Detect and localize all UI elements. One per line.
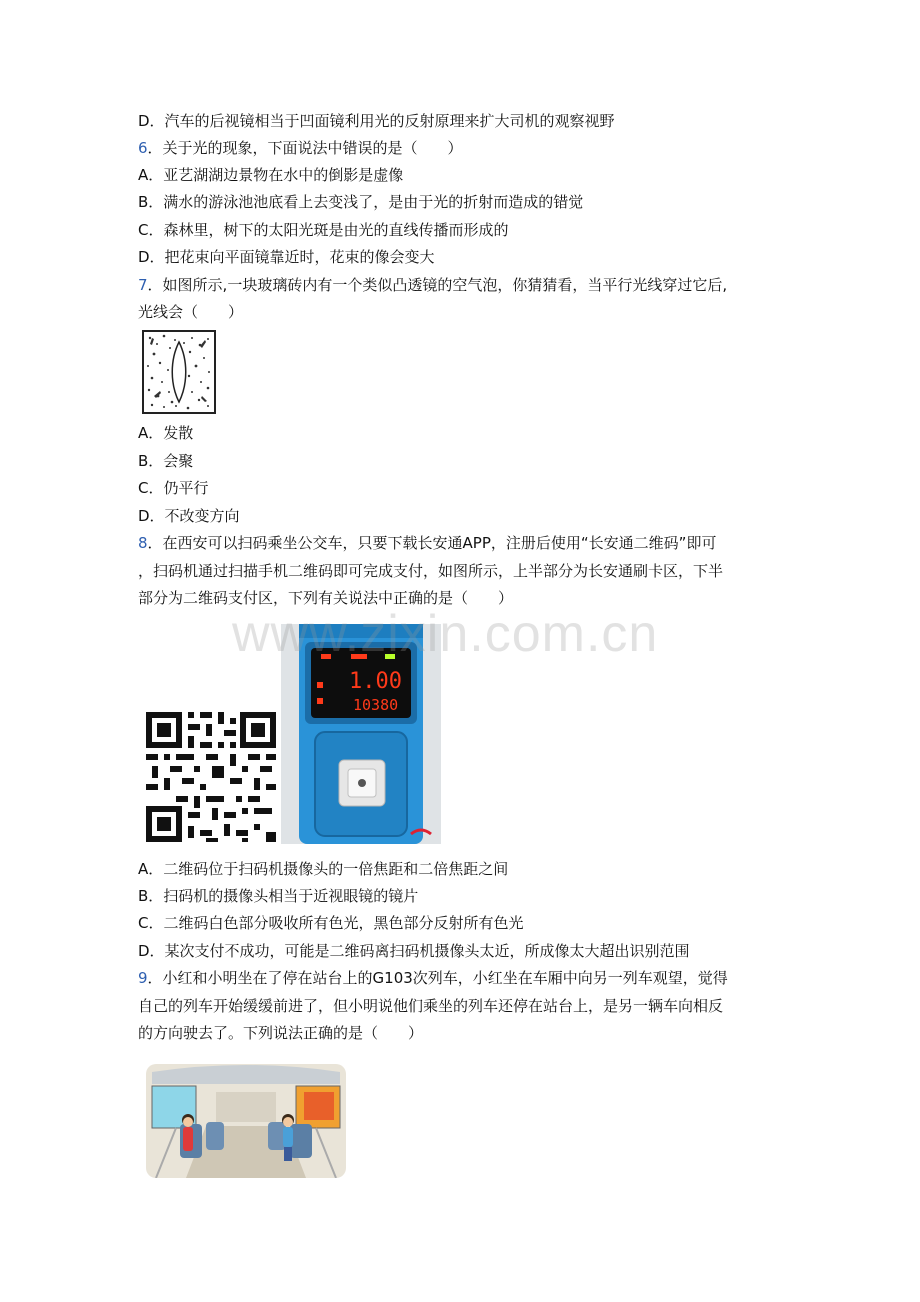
qr-code-image [142, 708, 280, 850]
q7-text-1: ．如图所示,一块玻璃砖内有一个类似凸透镜的空气泡，你猜猜看，当平行光线穿过它后, [147, 276, 728, 294]
q9-stem [138, 965, 728, 992]
q7-option-c: C．仍平行 [138, 479, 209, 497]
q6-option-a: A．亚艺湖湖边景物在水中的倒影是虚像 [138, 166, 404, 184]
q7-option-d: D．不改变方向 [138, 507, 240, 525]
q9-text-1: ．小红和小明坐在了停在站台上的G103次列车，小红坐在车厢中向另一列车观望，觉得 [147, 969, 728, 987]
q8-option-c: C．二维码白色部分吸收所有色光，黑色部分反射所有色光 [138, 914, 524, 932]
q8-text-3: 部分为二维码支付区，下列有关说法中正确的是（ ） [138, 589, 514, 607]
q6-option-c: C．森林里，树下的太阳光斑是由光的直线传播而形成的 [138, 221, 509, 239]
q8-text-1: ．在西安可以扫码乘坐公交车，只要下载长安通APP，注册后使用“长安通二维码”即可 [147, 534, 717, 552]
q8-option-d: D．某次支付不成功，可能是二维码离扫码机摄像头太近，所成像太大超出识别范围 [138, 942, 690, 960]
q6-text: ．关于光的现象，下面说法中错误的是（ ） [147, 139, 463, 157]
q8-text-2: ，扫码机通过扫描手机二维码即可完成支付，如图所示，上半部分为长安通刷卡区，下半 [138, 562, 724, 580]
q7-number: 7 [138, 276, 148, 294]
train-carriage-illustration [146, 1064, 346, 1182]
q9-text-3: 的方向驶去了。下列说法正确的是（ ） [138, 1024, 424, 1042]
q8-option-b: B．扫码机的摄像头相当于近视眼镜的镜片 [138, 887, 419, 905]
glass-brick-figure [142, 330, 216, 418]
display-balance: 10380 [353, 696, 399, 714]
q7-option-b: B．会聚 [138, 452, 194, 470]
q6-option-b: B．满水的游泳池池底看上去变浅了，是由于光的折射而造成的错觉 [138, 193, 584, 211]
q5-option-d: D．汽车的后视镜相当于凹面镜利用光的反射原理来扩大司机的观察视野 [138, 112, 615, 130]
q6-option-d: D．把花束向平面镜靠近时，花束的像会变大 [138, 248, 435, 266]
q6-number: 6 [138, 139, 148, 157]
q9-number: 9 [138, 969, 148, 987]
display-amount: 1.00 [349, 669, 402, 694]
q7-text-2: 光线会（ ） [138, 303, 244, 321]
q8-number: 8 [138, 534, 148, 552]
q8-stem [138, 530, 716, 557]
q8-option-a: A．二维码位于扫码机摄像头的一倍焦距和二倍焦距之间 [138, 860, 509, 878]
q6-stem [138, 135, 463, 162]
q7-option-a: A．发散 [138, 424, 194, 442]
watermark: www.zixin.com.cn [232, 605, 659, 663]
q9-text-2: 自己的列车开始缓缓前进了，但小明说他们乘坐的列车还停在站台上，是另一辆车向相反 [138, 997, 724, 1015]
q7-stem [138, 272, 727, 299]
